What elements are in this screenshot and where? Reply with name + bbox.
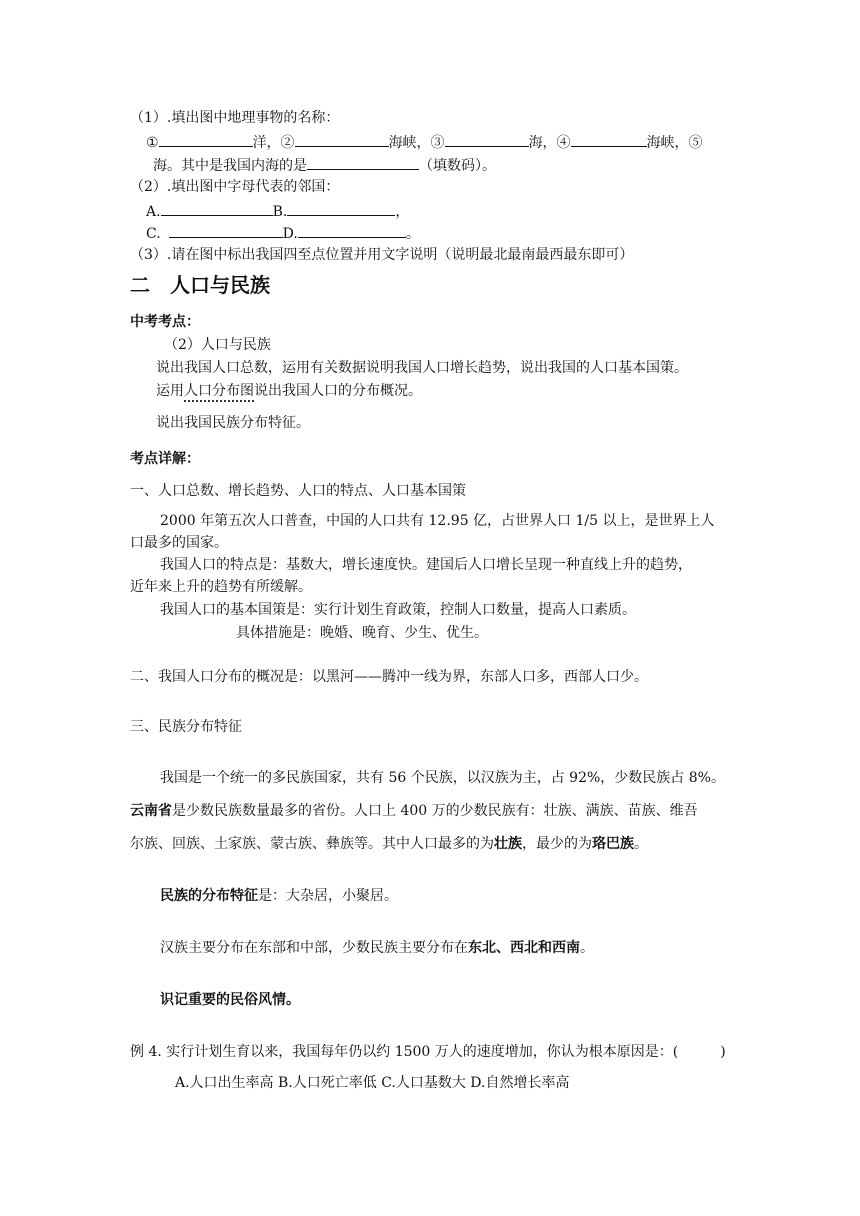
part1-p4: 具体措施是：晚婚、晚育、少生、优生。: [236, 625, 488, 641]
part1-p2-line1: 我国人口的特点是：基数大，增长速度快。建国后人口增长呈现一种直线上升的趋势，: [160, 557, 692, 573]
blank-2[interactable]: [295, 131, 389, 147]
blank-d[interactable]: [298, 222, 406, 238]
part2-text: 二、我国人口分布的概况是：以黑河——腾冲一线为界，东部人口多，西部人口少。: [130, 669, 648, 685]
section-heading: 二 人口与民族: [130, 273, 270, 297]
details-label: 考点详解：: [130, 451, 200, 467]
example4-options: A.人口出生率高 B.人口死亡率低 C.人口基数大 D.自然增长率高: [175, 1075, 570, 1091]
example4-question: 例 4. 实行计划生育以来，我国每年仍以约 1500 万人的速度增加，你认为根本原因是：( ): [130, 1044, 726, 1060]
part3-title: 三、民族分布特征: [130, 719, 242, 735]
exam-points-label: 中考考点：: [130, 314, 200, 330]
part3-p4: 识记重要的民俗风情。: [160, 992, 300, 1008]
q2-line-cd: C. D. 。: [146, 222, 420, 244]
q2-line-ab: A. B. ，: [146, 200, 409, 222]
requirement-2: 运用人口分布图说出我国人口的分布概况。: [156, 381, 422, 401]
blank-4[interactable]: [571, 131, 647, 147]
part1-p1-line1: 2000 年第五次人口普查，中国的人口共有 12.95 亿，占世界人口 1/5 以上，是世界上人: [160, 513, 715, 529]
blank-inland-sea[interactable]: [307, 154, 419, 170]
q3-text: （3）.请在图中标出我国四至点位置并用文字说明（说明最北最南最西最东即可）: [130, 247, 634, 263]
q1-inland-sea-line: 海。其中是我国内海的是 （填数码）。: [153, 154, 496, 176]
blank-3[interactable]: [445, 131, 529, 147]
part1-p3: 我国人口的基本国策是：实行计划生育政策，控制人口数量，提高人口素质。: [160, 602, 636, 618]
part1-title: 一、人口总数、增长趋势、人口的特点、人口基本国策: [130, 483, 466, 499]
part3-p2: 民族的分布特征是：大杂居，小聚居。: [160, 888, 398, 904]
blank-c[interactable]: [169, 222, 283, 238]
part1-p2-line2: 近年来上升的趋势有所缓解。: [130, 579, 312, 595]
dotted-emphasis: 人口分布图: [184, 383, 254, 402]
part3-p1-line2: 云南省是少数民族数量最多的省份。人口上 400 万的少数民族有：壮族、满族、苗族、维吾: [130, 803, 698, 819]
requirement-1: 说出我国人口总数，运用有关数据说明我国人口增长趋势，说出我国的人口基本国策。: [156, 360, 688, 376]
blank-1[interactable]: [159, 131, 253, 147]
part1-p1-line2: 口最多的国家。: [130, 535, 228, 551]
q1-prompt: （1）.填出图中地理事物的名称：: [130, 110, 340, 126]
part3-p1-line1: 我国是一个统一的多民族国家，共有 56 个民族，以汉族为主，占 92%，少数民族占 8%。: [160, 770, 725, 786]
part3-p3: 汉族主要分布在东部和中部，少数民族主要分布在东北、西北和西南。: [160, 940, 594, 956]
blank-b[interactable]: [287, 200, 395, 216]
blank-a[interactable]: [161, 200, 273, 216]
q1-blanks-line: ① 洋，② 海峡，③ 海，④ 海峡，⑤: [146, 131, 703, 153]
circled-number-1: ①: [146, 135, 159, 151]
part3-p1-line3: 尔族、回族、土家族、蒙古族、彝族等。其中人口最多的为壮族，最少的为珞巴族。: [130, 836, 648, 852]
q2-prompt: （2）.填出图中字母代表的邻国：: [130, 179, 340, 195]
exam-point-item: （2）人口与民族: [164, 337, 271, 353]
requirement-3: 说出我国民族分布特征。: [156, 415, 310, 431]
